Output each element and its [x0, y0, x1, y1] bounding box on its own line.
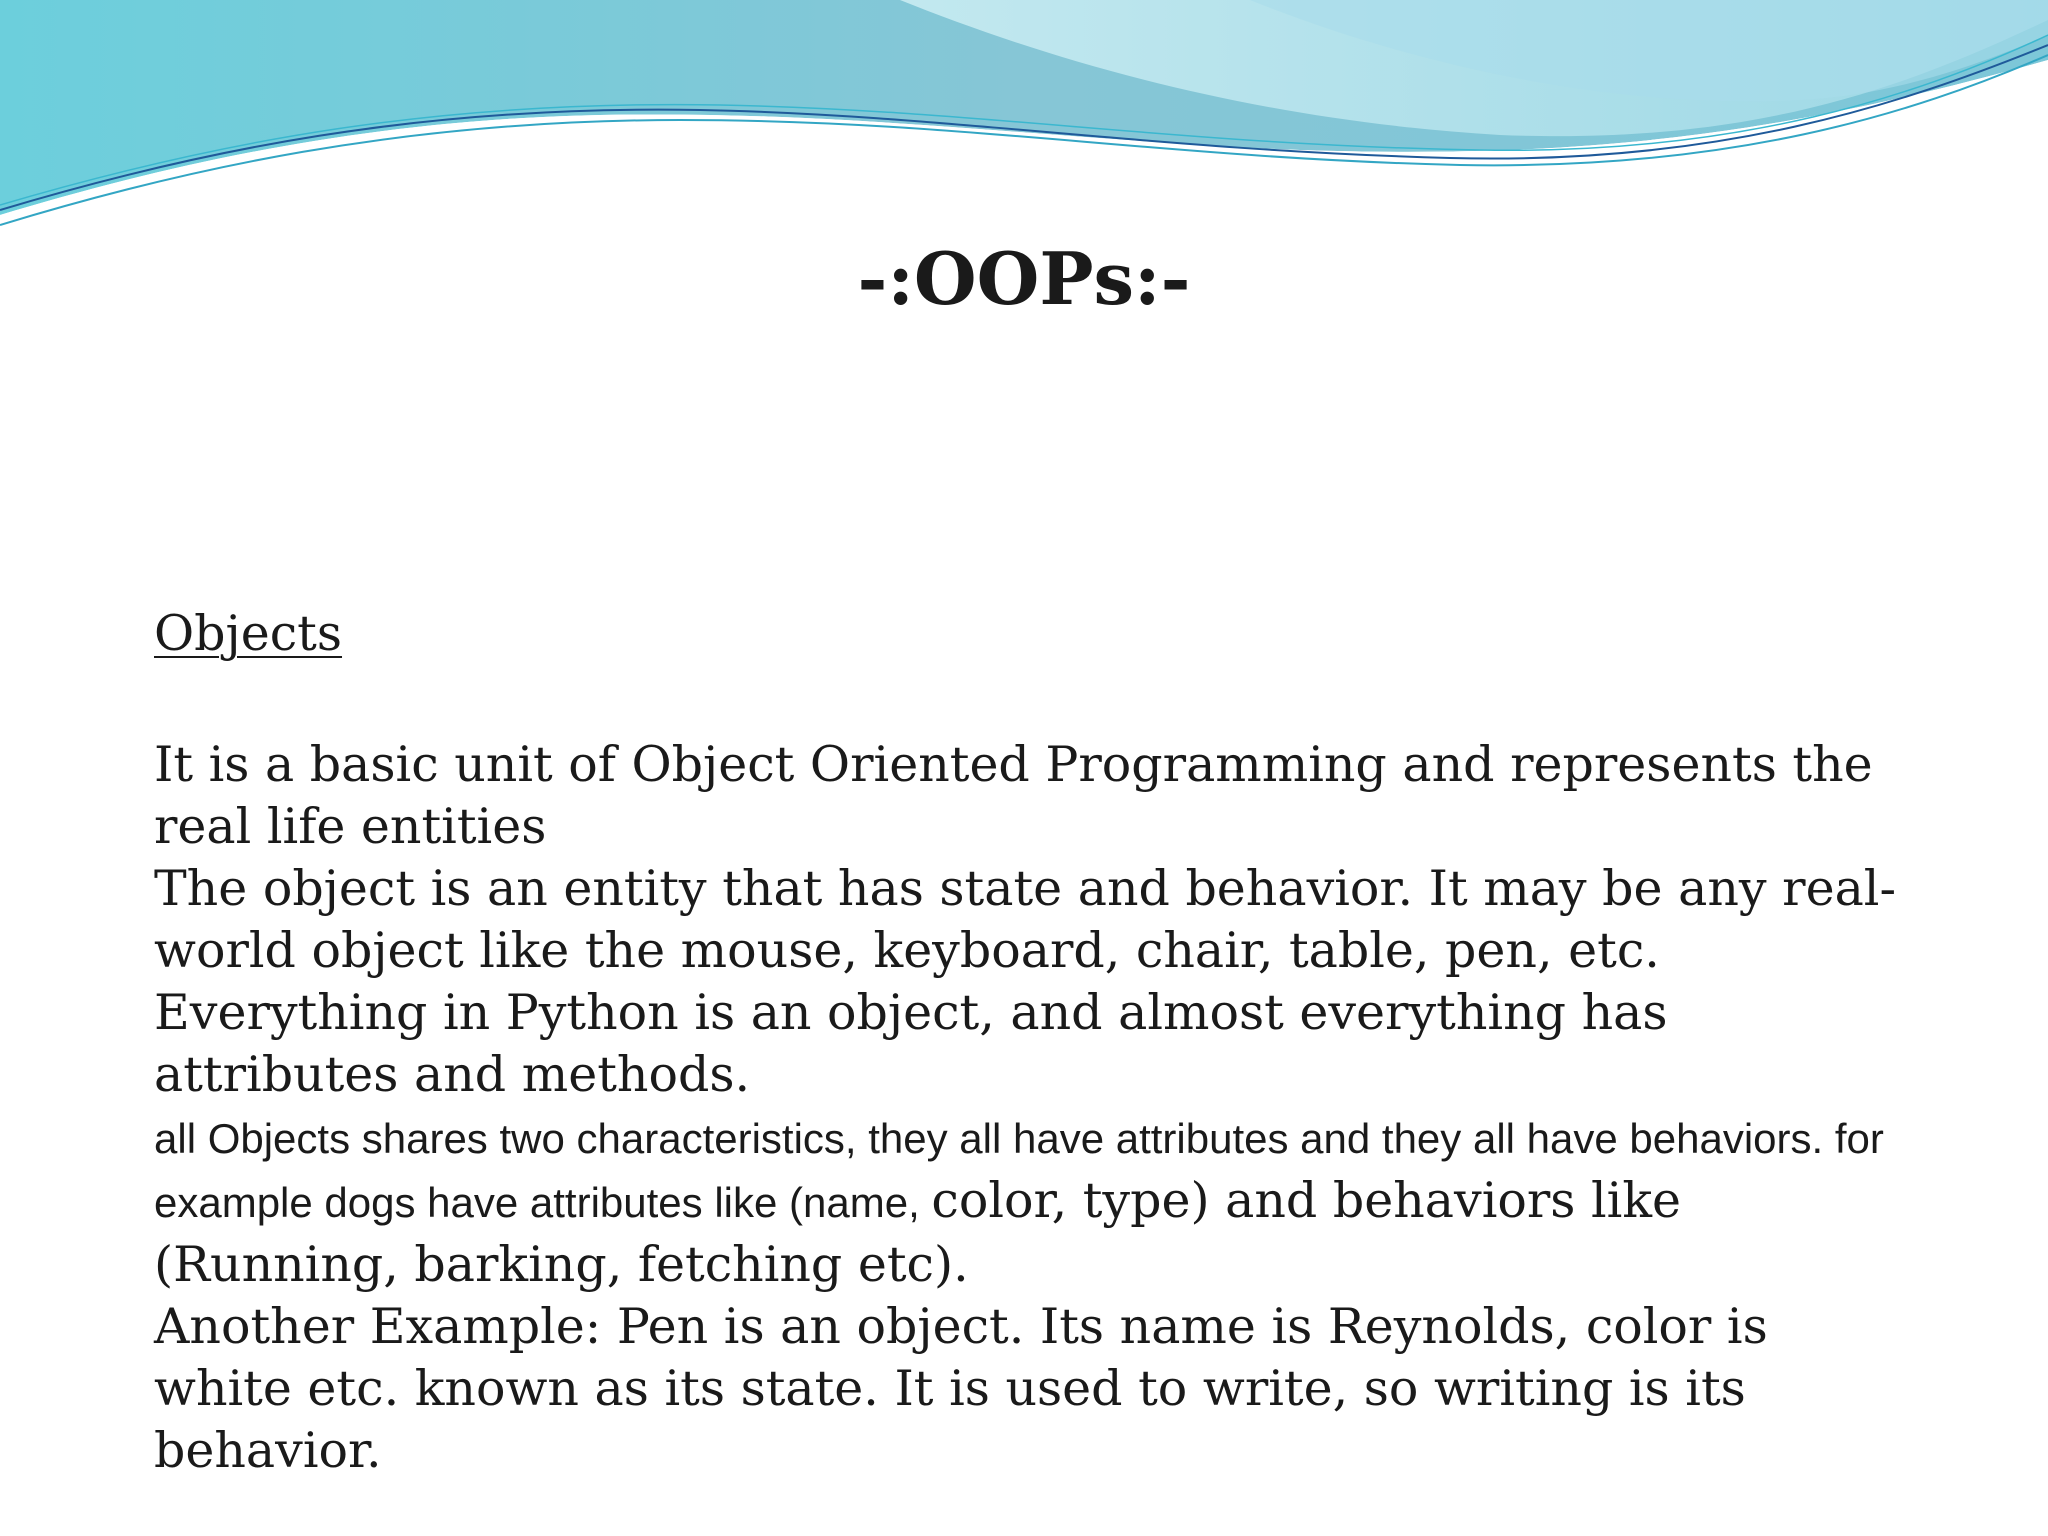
paragraph-pen-example: Another Example: Pen is an object. Its name is Reynolds, color is white etc. known as its state. It is used to write, so writing is its behavior. — [154, 1298, 1768, 1479]
paragraph-python-objects: Everything in Python is an object, and almost everything has attributes and methods. — [154, 984, 1668, 1103]
header-wave-decoration — [0, 0, 2048, 240]
slide-body — [154, 598, 1914, 1482]
slide-title: -:OOPs:- — [857, 236, 1191, 321]
paragraph-definition: It is a basic unit of Object Oriented Programming and represents the real life entities — [154, 736, 1873, 855]
characteristics-serif-text: color, type) and behaviors like (Running, barking, fetching etc). — [154, 1172, 1682, 1293]
characteristics-sans-text: all Objects shares two characteristics, they all have attributes and they all have behaviors. for example dogs have attributes like (name, — [154, 1115, 1884, 1226]
paragraph-characteristics — [154, 1106, 1914, 1296]
paragraph-state-behavior: The object is an entity that has state and behavior. It may be any real-world object like the mouse, keyboard, chair, table, pen, etc. — [154, 860, 1897, 979]
section-heading: Objects — [154, 605, 343, 662]
